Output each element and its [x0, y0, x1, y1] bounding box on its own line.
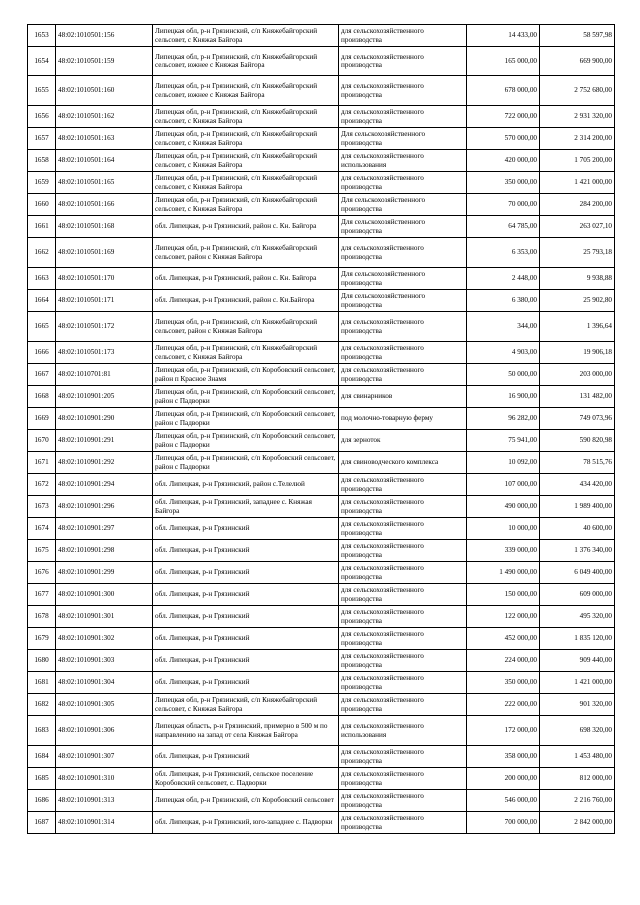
address-cell: обл. Липецкая, р-н Грязинский, район с. Кн. Байгора [153, 216, 339, 238]
cadastral-number-cell: 48:02:1010501:168 [56, 216, 153, 238]
cadastral-cost-cell: 1 396,64 [540, 312, 615, 342]
row-number-cell: 1653 [28, 25, 56, 47]
area-value-cell: 6 380,00 [467, 290, 540, 312]
cadastral-cost-cell: 1 376 340,00 [540, 540, 615, 562]
cadastral-number-cell: 48:02:1010501:171 [56, 290, 153, 312]
area-value-cell: 107 000,00 [467, 474, 540, 496]
area-value-cell: 546 000,00 [467, 790, 540, 812]
address-cell: Липецкая обл, р-н Грязинский, с/п Княжебайгорский сельсовет, с Княжая Байгора [153, 194, 339, 216]
permitted-use-cell: для сельскохозяйственного производства [339, 584, 467, 606]
row-number-cell: 1680 [28, 650, 56, 672]
row-number-cell: 1681 [28, 672, 56, 694]
area-value-cell: 358 000,00 [467, 746, 540, 768]
area-value-cell: 678 000,00 [467, 76, 540, 106]
permitted-use-cell: для сельскохозяйственного производства [339, 342, 467, 364]
address-cell: Липецкая обл, р-н Грязинский, с/п Коробовский сельсовет, район с Падворки [153, 430, 339, 452]
table-row [28, 540, 615, 562]
row-number-cell: 1676 [28, 562, 56, 584]
permitted-use-cell: для сельскохозяйственного производства [339, 694, 467, 716]
cadastral-cost-cell: 284 200,00 [540, 194, 615, 216]
address-cell: Липецкая обл, р-н Грязинский, с/п Княжебайгорский сельсовет, район с Княжая Байгора [153, 312, 339, 342]
area-value-cell: 172 000,00 [467, 716, 540, 746]
area-value-cell: 722 000,00 [467, 106, 540, 128]
permitted-use-cell: для свиноводческого комплекса [339, 452, 467, 474]
cadastral-number-cell: 48:02:1010901:303 [56, 650, 153, 672]
address-cell: обл. Липецкая, р-н Грязинский, сельское поселение Коробовский сельсовет, с. Падворки [153, 768, 339, 790]
address-cell: Липецкая обл, р-н Грязинский, с/п Коробовский сельсовет, район с Падворки [153, 386, 339, 408]
cadastral-cost-cell: 609 000,00 [540, 584, 615, 606]
area-value-cell: 64 785,00 [467, 216, 540, 238]
address-cell: Липецкая обл, р-н Грязинский, с/п Княжебайгорский сельсовет, с Княжая Байгора [153, 172, 339, 194]
cadastral-number-cell: 48:02:1010901:301 [56, 606, 153, 628]
table-row [28, 312, 615, 342]
cadastral-cost-cell: 1 989 400,00 [540, 496, 615, 518]
permitted-use-cell: для сельскохозяйственного производства [339, 628, 467, 650]
cadastral-number-cell: 48:02:1010901:305 [56, 694, 153, 716]
address-cell: Липецкая обл, р-н Грязинский, с/п Коробовский сельсовет, район с Падворки [153, 452, 339, 474]
permitted-use-cell: для сельскохозяйственного производства [339, 672, 467, 694]
cadastral-number-cell: 48:02:1010501:166 [56, 194, 153, 216]
row-number-cell: 1687 [28, 812, 56, 834]
address-cell: Липецкая обл, р-н Грязинский, с/п Княжебайгорский сельсовет, с Княжая Байгора [153, 694, 339, 716]
cadastral-cost-cell: 78 515,76 [540, 452, 615, 474]
permitted-use-cell: для сельскохозяйственного производства [339, 76, 467, 106]
address-cell: обл. Липецкая, р-н Грязинский, район с. Кн. Байгора [153, 268, 339, 290]
table-row [28, 290, 615, 312]
table-row [28, 194, 615, 216]
cadastral-cost-cell: 1 421 000,00 [540, 172, 615, 194]
area-value-cell: 339 000,00 [467, 540, 540, 562]
table-row [28, 716, 615, 746]
address-cell: Липецкая обл, р-н Грязинский, с/п Княжебайгорский сельсовет, с Княжая Байгора [153, 150, 339, 172]
land-plot-table [27, 24, 615, 834]
row-number-cell: 1668 [28, 386, 56, 408]
table-row [28, 650, 615, 672]
cadastral-number-cell: 48:02:1010901:298 [56, 540, 153, 562]
table-row [28, 562, 615, 584]
table-row [28, 216, 615, 238]
permitted-use-cell: для сельскохозяйственного производства [339, 238, 467, 268]
table-row [28, 342, 615, 364]
cadastral-cost-cell: 590 820,98 [540, 430, 615, 452]
cadastral-number-cell: 48:02:1010901:310 [56, 768, 153, 790]
table-row [28, 172, 615, 194]
permitted-use-cell: Для сельскохозяйственного производства [339, 268, 467, 290]
table-row [28, 790, 615, 812]
area-value-cell: 50 000,00 [467, 364, 540, 386]
permitted-use-cell: для сельскохозяйственного производства [339, 790, 467, 812]
address-cell: Липецкая область, р-н Грязинский, примерно в 500 м по направлению на запад от села Княжая Байгора [153, 716, 339, 746]
permitted-use-cell: для сельскохозяйственного производства [339, 746, 467, 768]
area-value-cell: 4 903,00 [467, 342, 540, 364]
area-value-cell: 700 000,00 [467, 812, 540, 834]
cadastral-cost-cell: 909 440,00 [540, 650, 615, 672]
address-cell: Липецкая обл, р-н Грязинский, с/п Княжебайгорский сельсовет, с Княжая Байгора [153, 128, 339, 150]
cadastral-cost-cell: 1 421 000,00 [540, 672, 615, 694]
table-row [28, 128, 615, 150]
table-row [28, 474, 615, 496]
table-row [28, 47, 615, 76]
cadastral-number-cell: 48:02:1010501:160 [56, 76, 153, 106]
cadastral-cost-cell: 58 597,98 [540, 25, 615, 47]
area-value-cell: 1 490 000,00 [467, 562, 540, 584]
address-cell: обл. Липецкая, р-н Грязинский, западнее с. Княжая Байгора [153, 496, 339, 518]
area-value-cell: 6 353,00 [467, 238, 540, 268]
permitted-use-cell: для сельскохозяйственного производства [339, 106, 467, 128]
area-value-cell: 452 000,00 [467, 628, 540, 650]
cadastral-number-cell: 48:02:1010901:299 [56, 562, 153, 584]
address-cell: обл. Липецкая, р-н Грязинский [153, 518, 339, 540]
row-number-cell: 1670 [28, 430, 56, 452]
cadastral-cost-cell: 749 073,96 [540, 408, 615, 430]
table-row [28, 364, 615, 386]
row-number-cell: 1669 [28, 408, 56, 430]
cadastral-number-cell: 48:02:1010501:172 [56, 312, 153, 342]
area-value-cell: 75 941,00 [467, 430, 540, 452]
address-cell: обл. Липецкая, р-н Грязинский [153, 606, 339, 628]
row-number-cell: 1657 [28, 128, 56, 150]
area-value-cell: 344,00 [467, 312, 540, 342]
address-cell: Липецкая обл, р-н Грязинский, с/п Княжебайгорский сельсовет, с Княжая Байгора [153, 25, 339, 47]
table-row [28, 518, 615, 540]
cadastral-cost-cell: 495 320,00 [540, 606, 615, 628]
address-cell: обл. Липецкая, р-н Грязинский [153, 562, 339, 584]
address-cell: обл. Липецкая, р-н Грязинский [153, 584, 339, 606]
row-number-cell: 1654 [28, 47, 56, 76]
area-value-cell: 200 000,00 [467, 768, 540, 790]
table-row [28, 238, 615, 268]
row-number-cell: 1672 [28, 474, 56, 496]
permitted-use-cell: Для сельскохозяйственного производства [339, 290, 467, 312]
cadastral-number-cell: 48:02:1010901:314 [56, 812, 153, 834]
cadastral-number-cell: 48:02:1010501:159 [56, 47, 153, 76]
row-number-cell: 1658 [28, 150, 56, 172]
area-value-cell: 10 000,00 [467, 518, 540, 540]
row-number-cell: 1673 [28, 496, 56, 518]
table-row [28, 768, 615, 790]
cadastral-number-cell: 48:02:1010501:165 [56, 172, 153, 194]
row-number-cell: 1664 [28, 290, 56, 312]
address-cell: Липецкая обл, р-н Грязинский, с/п Княжебайгорский сельсовет, район с Княжая Байгора [153, 238, 339, 268]
area-value-cell: 350 000,00 [467, 172, 540, 194]
address-cell: Липецкая обл, р-н Грязинский, с/п Княжебайгорский сельсовет, южнее с Княжая Байгора [153, 76, 339, 106]
table-row [28, 76, 615, 106]
cadastral-cost-cell: 263 027,10 [540, 216, 615, 238]
cadastral-number-cell: 48:02:1010701:81 [56, 364, 153, 386]
row-number-cell: 1660 [28, 194, 56, 216]
cadastral-number-cell: 48:02:1010901:313 [56, 790, 153, 812]
permitted-use-cell: для сельскохозяйственного производства [339, 518, 467, 540]
area-value-cell: 16 900,00 [467, 386, 540, 408]
cadastral-number-cell: 48:02:1010901:291 [56, 430, 153, 452]
cadastral-number-cell: 48:02:1010901:297 [56, 518, 153, 540]
document-page [27, 24, 614, 834]
row-number-cell: 1659 [28, 172, 56, 194]
table-row [28, 746, 615, 768]
cadastral-number-cell: 48:02:1010901:292 [56, 452, 153, 474]
cadastral-number-cell: 48:02:1010901:296 [56, 496, 153, 518]
row-number-cell: 1683 [28, 716, 56, 746]
table-row [28, 496, 615, 518]
permitted-use-cell: для сельскохозяйственного производства [339, 47, 467, 76]
cadastral-cost-cell: 25 793,18 [540, 238, 615, 268]
permitted-use-cell: для зерноток [339, 430, 467, 452]
row-number-cell: 1662 [28, 238, 56, 268]
cadastral-cost-cell: 19 906,18 [540, 342, 615, 364]
address-cell: обл. Липецкая, р-н Грязинский [153, 672, 339, 694]
row-number-cell: 1684 [28, 746, 56, 768]
cadastral-number-cell: 48:02:1010901:304 [56, 672, 153, 694]
table-row [28, 106, 615, 128]
row-number-cell: 1685 [28, 768, 56, 790]
table-row [28, 584, 615, 606]
row-number-cell: 1665 [28, 312, 56, 342]
table-row [28, 25, 615, 47]
table-body [28, 25, 615, 834]
table-row [28, 452, 615, 474]
cadastral-cost-cell: 1 453 480,00 [540, 746, 615, 768]
cadastral-number-cell: 48:02:1010501:169 [56, 238, 153, 268]
cadastral-cost-cell: 25 902,80 [540, 290, 615, 312]
row-number-cell: 1661 [28, 216, 56, 238]
permitted-use-cell: для сельскохозяйственного производства [339, 474, 467, 496]
cadastral-cost-cell: 40 600,00 [540, 518, 615, 540]
row-number-cell: 1686 [28, 790, 56, 812]
table-row [28, 386, 615, 408]
address-cell: Липецкая обл, р-н Грязинский, с/п Коробовский сельсовет [153, 790, 339, 812]
cadastral-number-cell: 48:02:1010501:173 [56, 342, 153, 364]
table-row [28, 628, 615, 650]
cadastral-number-cell: 48:02:1010901:302 [56, 628, 153, 650]
permitted-use-cell: для сельскохозяйственного производства [339, 606, 467, 628]
cadastral-number-cell: 48:02:1010901:290 [56, 408, 153, 430]
row-number-cell: 1663 [28, 268, 56, 290]
table-row [28, 672, 615, 694]
permitted-use-cell: для сельскохозяйственного производства [339, 364, 467, 386]
cadastral-number-cell: 48:02:1010501:164 [56, 150, 153, 172]
cadastral-cost-cell: 901 320,00 [540, 694, 615, 716]
cadastral-cost-cell: 812 000,00 [540, 768, 615, 790]
area-value-cell: 10 092,00 [467, 452, 540, 474]
cadastral-cost-cell: 669 900,00 [540, 47, 615, 76]
cadastral-cost-cell: 203 000,00 [540, 364, 615, 386]
permitted-use-cell: Для сельскохозяйственного производства [339, 128, 467, 150]
cadastral-cost-cell: 1 705 200,00 [540, 150, 615, 172]
cadastral-cost-cell: 9 938,88 [540, 268, 615, 290]
row-number-cell: 1677 [28, 584, 56, 606]
table-row [28, 812, 615, 834]
cadastral-number-cell: 48:02:1010501:170 [56, 268, 153, 290]
cadastral-number-cell: 48:02:1010901:205 [56, 386, 153, 408]
permitted-use-cell: для сельскохозяйственного производства [339, 172, 467, 194]
cadastral-number-cell: 48:02:1010501:156 [56, 25, 153, 47]
permitted-use-cell: для сельскохозяйственного производства [339, 562, 467, 584]
row-number-cell: 1666 [28, 342, 56, 364]
address-cell: Липецкая обл, р-н Грязинский, с/п Княжебайгорский сельсовет, южнее с Княжая Байгора [153, 47, 339, 76]
table-row [28, 606, 615, 628]
permitted-use-cell: для сельскохозяйственного производства [339, 812, 467, 834]
area-value-cell: 14 433,00 [467, 25, 540, 47]
permitted-use-cell: для сельскохозяйственного производства [339, 312, 467, 342]
cadastral-cost-cell: 1 835 120,00 [540, 628, 615, 650]
area-value-cell: 224 000,00 [467, 650, 540, 672]
row-number-cell: 1679 [28, 628, 56, 650]
row-number-cell: 1671 [28, 452, 56, 474]
cadastral-cost-cell: 434 420,00 [540, 474, 615, 496]
area-value-cell: 2 448,00 [467, 268, 540, 290]
address-cell: Липецкая обл, р-н Грязинский, с/п Княжебайгорский сельсовет, с Княжая Байгора [153, 106, 339, 128]
cadastral-number-cell: 48:02:1010901:300 [56, 584, 153, 606]
address-cell: обл. Липецкая, р-н Грязинский [153, 746, 339, 768]
row-number-cell: 1674 [28, 518, 56, 540]
cadastral-cost-cell: 2 931 320,00 [540, 106, 615, 128]
area-value-cell: 490 000,00 [467, 496, 540, 518]
area-value-cell: 570 000,00 [467, 128, 540, 150]
permitted-use-cell: для сельскохозяйственного использования [339, 716, 467, 746]
area-value-cell: 96 282,00 [467, 408, 540, 430]
row-number-cell: 1667 [28, 364, 56, 386]
address-cell: Липецкая обл, р-н Грязинский, с/п Княжебайгорский сельсовет, с Княжая Байгора [153, 342, 339, 364]
area-value-cell: 222 000,00 [467, 694, 540, 716]
address-cell: обл. Липецкая, р-н Грязинский, район с. Кн.Байгора [153, 290, 339, 312]
address-cell: обл. Липецкая, р-н Грязинский [153, 628, 339, 650]
row-number-cell: 1675 [28, 540, 56, 562]
cadastral-number-cell: 48:02:1010901:306 [56, 716, 153, 746]
cadastral-cost-cell: 2 842 000,00 [540, 812, 615, 834]
permitted-use-cell: для свинарников [339, 386, 467, 408]
address-cell: обл. Липецкая, р-н Грязинский, юго-западнее с. Падворки [153, 812, 339, 834]
cadastral-cost-cell: 2 216 760,00 [540, 790, 615, 812]
permitted-use-cell: для сельскохозяйственного производства [339, 25, 467, 47]
address-cell: обл. Липецкая, р-н Грязинский, район с.Телелюй [153, 474, 339, 496]
permitted-use-cell: для сельскохозяйственного производства [339, 540, 467, 562]
address-cell: Липецкая обл, р-н Грязинский, с/п Коробовский сельсовет, район п Красное Знамя [153, 364, 339, 386]
permitted-use-cell: для сельскохозяйственного производства [339, 650, 467, 672]
permitted-use-cell: под молочно-товарную ферму [339, 408, 467, 430]
table-row [28, 268, 615, 290]
cadastral-cost-cell: 2 314 200,00 [540, 128, 615, 150]
permitted-use-cell: для сельскохозяйственного производства [339, 768, 467, 790]
address-cell: обл. Липецкая, р-н Грязинский [153, 540, 339, 562]
table-row [28, 408, 615, 430]
row-number-cell: 1682 [28, 694, 56, 716]
cadastral-cost-cell: 6 049 400,00 [540, 562, 615, 584]
cadastral-cost-cell: 131 482,00 [540, 386, 615, 408]
table-row [28, 430, 615, 452]
cadastral-number-cell: 48:02:1010501:163 [56, 128, 153, 150]
cadastral-cost-cell: 698 320,00 [540, 716, 615, 746]
cadastral-number-cell: 48:02:1010901:294 [56, 474, 153, 496]
permitted-use-cell: для сельскохозяйственного производства [339, 496, 467, 518]
table-row [28, 694, 615, 716]
area-value-cell: 70 000,00 [467, 194, 540, 216]
row-number-cell: 1678 [28, 606, 56, 628]
area-value-cell: 150 000,00 [467, 584, 540, 606]
address-cell: Липецкая обл, р-н Грязинский, с/п Коробовский сельсовет, район с Падворки [153, 408, 339, 430]
table-row [28, 150, 615, 172]
permitted-use-cell: Для сельскохозяйственного производства [339, 216, 467, 238]
address-cell: обл. Липецкая, р-н Грязинский [153, 650, 339, 672]
permitted-use-cell: Для сельскохозяйственного производства [339, 194, 467, 216]
area-value-cell: 350 000,00 [467, 672, 540, 694]
row-number-cell: 1656 [28, 106, 56, 128]
cadastral-number-cell: 48:02:1010901:307 [56, 746, 153, 768]
area-value-cell: 122 000,00 [467, 606, 540, 628]
cadastral-number-cell: 48:02:1010501:162 [56, 106, 153, 128]
area-value-cell: 420 000,00 [467, 150, 540, 172]
area-value-cell: 165 000,00 [467, 47, 540, 76]
cadastral-cost-cell: 2 752 680,00 [540, 76, 615, 106]
row-number-cell: 1655 [28, 76, 56, 106]
permitted-use-cell: для сельскохозяйственного использования [339, 150, 467, 172]
